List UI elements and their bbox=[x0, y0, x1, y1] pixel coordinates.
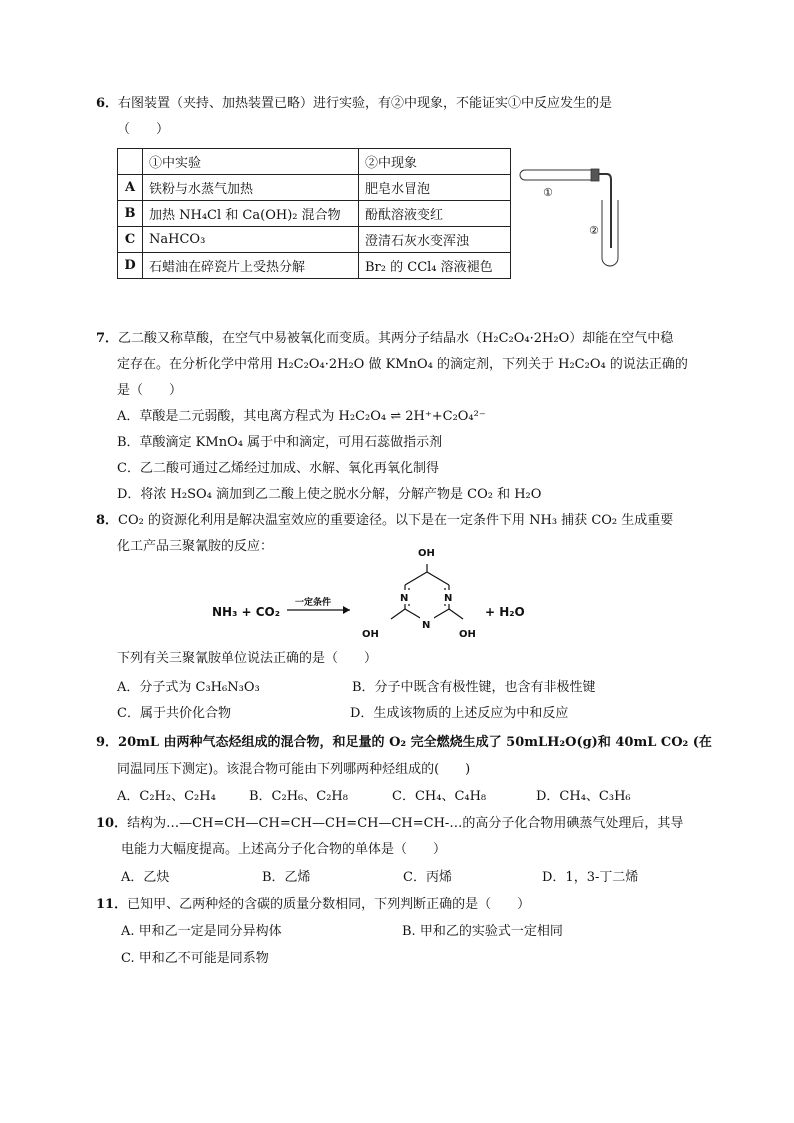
oh-right: OH bbox=[459, 629, 476, 640]
q7-line-3: 是（ ） bbox=[117, 383, 183, 398]
table-header-cell: ②中现象 bbox=[359, 149, 511, 175]
q8-number: 8． bbox=[96, 513, 119, 528]
q8-text-1: CO₂ 的资源化利用是解决温室效应的重要途径。以下是在一定条件下用 NH₃ 捕获 CO₂ 生成重要 bbox=[118, 513, 674, 528]
q8-line-2: 化工产品三聚氰胺的反应： bbox=[117, 539, 274, 554]
q10-option-a: A．乙炔 bbox=[121, 870, 170, 885]
q6-number: 6． bbox=[96, 96, 119, 111]
row-experiment: 铁粉与水蒸气加热 bbox=[143, 175, 359, 201]
q7-option-d: D．将浓 H₂SO₄ 滴加到乙二酸上使之脱水分解，分解产物是 CO₂ 和 H₂O bbox=[117, 487, 542, 502]
oh-top: OH bbox=[418, 548, 435, 559]
reactants: NH₃ + CO₂ bbox=[212, 605, 281, 619]
q7-text-1: 乙二酸又称草酸，在空气中易被氧化而变质。其两分子结晶水（H₂C₂O₄·2H₂O）却能在空气中稳 bbox=[118, 331, 674, 346]
q8-option-a: A．分子式为 C₃H₆N₃O₃ bbox=[117, 680, 260, 695]
q11-stem: 已知甲、乙两种烃的含碳的质量分数相同，下列判断正确的是（ ） bbox=[127, 897, 531, 912]
ring-n-right: N bbox=[444, 593, 453, 604]
q6-stem-line bbox=[96, 95, 612, 113]
product-water: + H₂O bbox=[485, 605, 525, 619]
row-experiment: 加热 NH₄Cl 和 Ca(OH)₂ 混合物 bbox=[143, 201, 359, 227]
q6-stem: 右图装置（夹持、加热装置已略）进行实验，有②中现象，不能证实①中反应发生的是 bbox=[118, 96, 613, 111]
row-label: C bbox=[118, 227, 143, 253]
q9-number: 9． bbox=[96, 735, 119, 750]
oh-left: OH bbox=[362, 629, 379, 640]
reaction-condition: 一定条件 bbox=[295, 598, 332, 608]
q6-table bbox=[117, 148, 511, 279]
q11-line-1 bbox=[96, 896, 530, 914]
q10-option-b: B．乙烯 bbox=[262, 870, 311, 885]
q9-text-1: 20mL 由两种气态烃组成的混合物，和足量的 O₂ 完全燃烧生成了 50mLH₂O(g)和 40mL CO₂ (在 bbox=[118, 735, 712, 750]
row-observation: Br₂ 的 CCl₄ 溶液褪色 bbox=[359, 253, 511, 279]
table-header-cell bbox=[118, 149, 143, 175]
q11-option-c: C. 甲和乙不可能是同系物 bbox=[121, 951, 269, 966]
q11-number: 11． bbox=[96, 897, 128, 912]
table-row bbox=[118, 201, 511, 227]
row-observation: 酚酞溶液变红 bbox=[359, 201, 511, 227]
q10-line-2: 电能力大幅度提高。上述高分子化合物的单体是（ ） bbox=[121, 842, 447, 857]
q9-option-a: A．C₂H₂、C₂H₄ bbox=[117, 789, 216, 804]
q9-line-1 bbox=[96, 734, 712, 752]
q10-line-1 bbox=[96, 815, 683, 833]
q7-option-b: B．草酸滴定 KMnO₄ 属于中和滴定，可用石蕊做指示剂 bbox=[117, 435, 443, 450]
row-observation: 澄清石灰水变浑浊 bbox=[359, 227, 511, 253]
reaction-equation bbox=[205, 542, 535, 642]
q11-option-b: B. 甲和乙的实验式一定相同 bbox=[402, 924, 563, 939]
row-experiment: NaHCO₃ bbox=[143, 227, 359, 253]
q11-option-a: A. 甲和乙一定是同分异构体 bbox=[121, 924, 282, 939]
q7-line-1 bbox=[96, 330, 673, 348]
row-label: D bbox=[118, 253, 143, 279]
q7-line-2: 定存在。在分析化学中常用 H₂C₂O₄·2H₂O 做 KMnO₄ 的滴定剂，下列关于 H₂C₂O₄ 的说法正确的 bbox=[117, 357, 688, 372]
q7-number: 7． bbox=[96, 331, 119, 346]
label-2: ② bbox=[589, 224, 599, 237]
q9-option-d: D．CH₄、C₃H₆ bbox=[536, 789, 631, 804]
q10-text-1: 结构为…—CH=CH—CH=CH—CH=CH—CH=CH-…的高分子化合物用碘蒸气处理后，其导 bbox=[127, 816, 684, 831]
table-header-row bbox=[118, 149, 511, 175]
row-observation: 肥皂水冒泡 bbox=[359, 175, 511, 201]
q10-number: 10． bbox=[96, 816, 128, 831]
q9-option-c: C．CH₄、C₄H₈ bbox=[392, 789, 487, 804]
q10-option-d: D．1，3-丁二烯 bbox=[542, 870, 639, 885]
table-row bbox=[118, 175, 511, 201]
ring-n-bottom: N bbox=[422, 620, 431, 631]
table-row bbox=[118, 227, 511, 253]
q10-option-c: C．丙烯 bbox=[403, 870, 452, 885]
label-1: ① bbox=[543, 186, 553, 199]
table-header-cell: ①中实验 bbox=[143, 149, 359, 175]
q8-option-c: C．属于共价化合物 bbox=[117, 706, 231, 721]
q8-question: 下列有关三聚氰胺单位说法正确的是（ ） bbox=[117, 651, 378, 666]
q8-line-1 bbox=[96, 512, 673, 530]
q9-line-2: 同温同压下测定)。该混合物可能由下列哪两种烃组成的( ) bbox=[117, 762, 471, 777]
q7-option-c: C．乙二酸可通过乙烯经过加成、水解、氧化再氧化制得 bbox=[117, 461, 439, 476]
table-row bbox=[118, 253, 511, 279]
row-experiment: 石蜡油在碎瓷片上受热分解 bbox=[143, 253, 359, 279]
q8-option-b: B．分子中既含有极性键，也含有非极性键 bbox=[352, 680, 596, 695]
row-label: B bbox=[118, 201, 143, 227]
q6-blank: （ ） bbox=[117, 122, 170, 137]
q7-option-a: A．草酸是二元弱酸，其电离方程式为 H₂C₂O₄ ⇌ 2H⁺+C₂O₄²⁻ bbox=[117, 409, 486, 424]
row-label: A bbox=[118, 175, 143, 201]
q9-option-b: B．C₂H₆、C₂H₈ bbox=[249, 789, 348, 804]
ring-n-left: N bbox=[400, 593, 409, 604]
q8-option-d: D．生成该物质的上述反应为中和反应 bbox=[350, 706, 569, 721]
apparatus-diagram bbox=[515, 160, 625, 272]
